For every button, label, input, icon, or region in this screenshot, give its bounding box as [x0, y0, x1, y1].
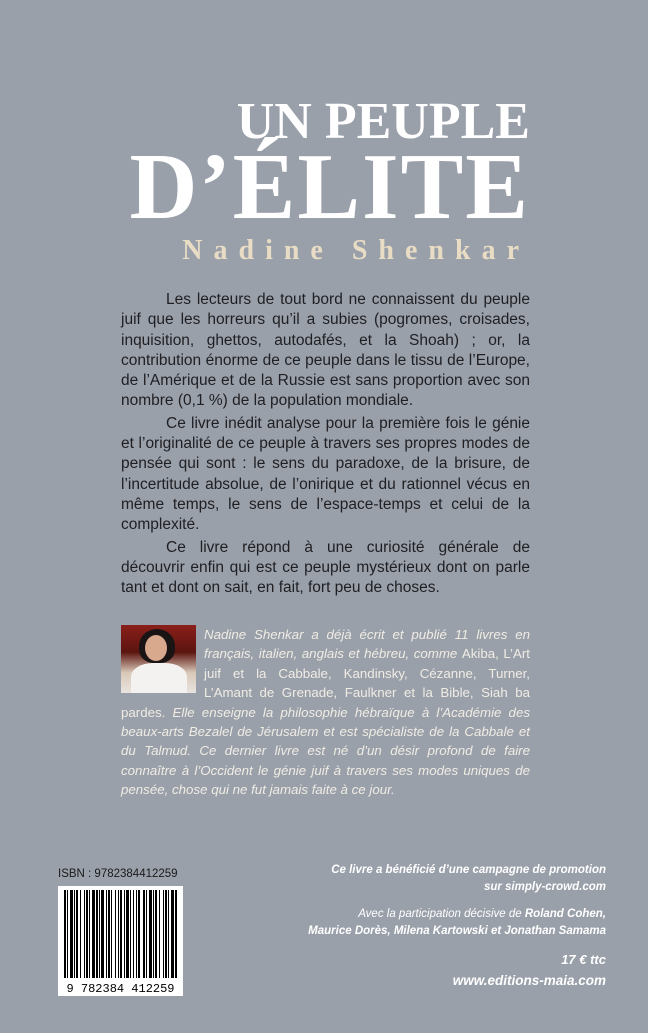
bio-text-part2: Elle enseigne la philosophie hébraïque à l’Académie des beaux-arts Bezalel de Jérusalem et est spécialiste de la Cabbale et du Talmud. Ce dernier livre est né d’un désir profond de faire connaître à l’Occident le génie juif à travers ses modes uniques de pensée, chose qui ne fut jamais faite à ce jour. [121, 704, 530, 798]
partners-names1: Roland Cohen, [524, 908, 606, 920]
author-photo [121, 625, 196, 693]
bio-text-part1: Nadine Shenkar a déjà écrit et publié 11 livres en français, italien, anglais et hébreu, comme [204, 627, 530, 662]
partners-note [276, 906, 606, 940]
partners-intro: Avec la participation décisive de [358, 908, 525, 920]
price: 17 € ttc [561, 952, 606, 967]
promotion-line1: Ce livre a bénéficié d’une campagne de promotion [331, 864, 606, 876]
isbn-label: ISBN : 9782384412259 [58, 868, 178, 880]
blurb-paragraph: Ce livre répond à une curiosité générale de découvrir enfin qui est ce peuple mystérieux dont on parle tant et dont on sait, en fait, fort peu de choses. [121, 538, 530, 597]
back-cover-blurb [121, 290, 530, 600]
promotion-line2: sur simply-crowd.com [483, 881, 606, 893]
author-name: Nadine Shenkar [182, 235, 530, 266]
bio-works-list: Akiba, L’Art juif et la Cabbale, Kandinsky, Cézanne, Turner, L’Amant de Grenade, Faulkner et la Bible, Siah ba pardes. [121, 646, 530, 720]
publisher-website: www.editions-maia.com [452, 973, 606, 988]
barcode-digits: 9 782384 412259 [66, 982, 175, 996]
barcode [58, 886, 183, 996]
blurb-paragraph: Ce livre inédit analyse pour la première fois le génie et l’originalité de ce peuple à travers ses propres modes de pensée qui sont : le sens du paradoxe, de la brisure, de l’incertitude absolue, de l’onirique et du rationnel vécus en même temps, le sens de l’espace-temps et celui de la complexité. [121, 414, 530, 534]
book-title-line2: D’ÉLITE [129, 135, 530, 239]
blurb-paragraph: Les lecteurs de tout bord ne connaissent du peuple juif que les horreurs qu’il a subies (pogromes, croisades, inquisition, ghettos, autodafés, et la Shoah) ; or, la contribution énorme de ce peuple dans le tissu de l’Europe, de l’Amérique et de la Russie est sans proportion avec son nombre (0,1 %) de la population mondiale. [121, 291, 530, 410]
book-title-line1: UN PEUPLE [236, 93, 530, 150]
partners-names2: Maurice Dorès, Milena Kartowski et Jonathan Samama [308, 925, 606, 937]
author-bio [121, 625, 530, 800]
promotion-note [306, 862, 606, 896]
